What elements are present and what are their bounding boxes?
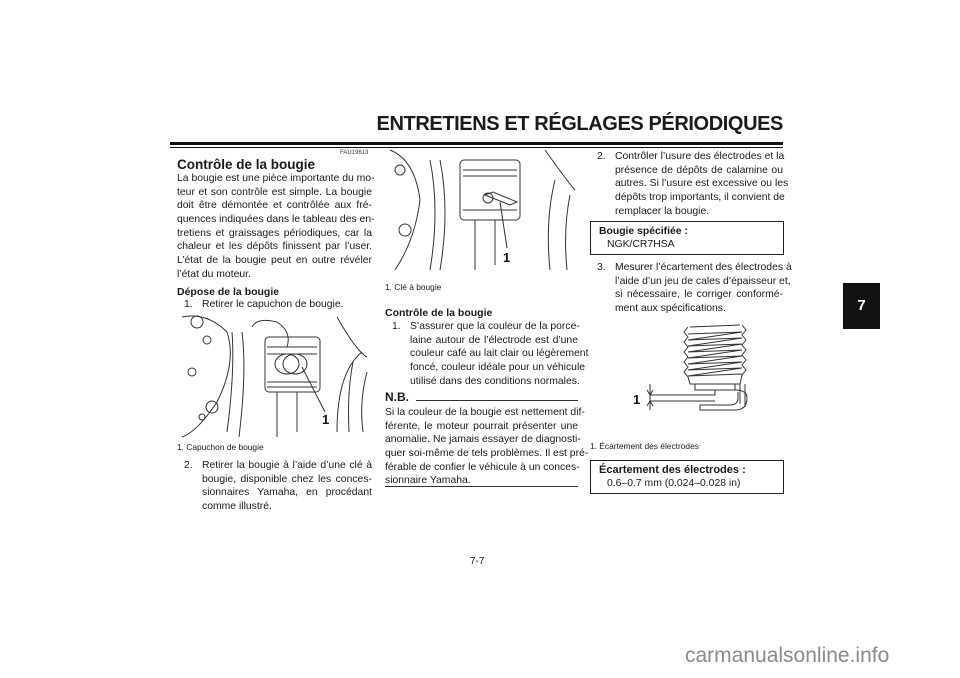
text-line: Retirer la bougie à l’aide d’une clé à <box>202 460 372 471</box>
note-text <box>385 406 589 488</box>
chapter-tab: 7 <box>843 283 880 329</box>
text-line: Mesurer l’écartement des électrodes à <box>615 262 792 273</box>
figure-callout: 1 <box>503 250 511 265</box>
text-line: anomalie. Ne jamais essayer de diagnosti- <box>385 434 581 446</box>
step-text <box>202 459 372 514</box>
text-line: sionnaires Yamaha, en procédant <box>202 487 372 499</box>
text-line: dépôts trop importants, il convient de <box>615 192 785 204</box>
electrode-gap-diagram <box>590 322 785 412</box>
spark-plug-cap-illustration <box>177 312 373 440</box>
text-line: tretiens et graissages périodiques, car la <box>177 227 372 239</box>
section-code: FAU19613 <box>340 150 369 156</box>
spec-box-electrode-gap <box>590 460 784 494</box>
text-line: couleur café au lait clair ou légèrement <box>410 348 589 360</box>
text-line: remplacer la bougie. <box>615 205 710 217</box>
figure-caption: 1. Clé à bougie <box>385 282 442 292</box>
figure-callout: 1 <box>633 392 641 407</box>
text-line: comme illustré. <box>202 501 272 513</box>
text-line: bougie, disponible chez les conces- <box>202 473 372 485</box>
watermark: carmanualsonline.info <box>685 644 890 667</box>
text-line: l’état du moteur. <box>177 268 251 280</box>
step-text <box>615 261 792 316</box>
text-line: laine autour de l’électrode est d’une <box>410 334 578 346</box>
step-number: 1. <box>184 299 193 310</box>
text-line: autres. Si l’usure est excessive ou les <box>615 178 789 190</box>
text-line: présence de dépôts de calamine ou <box>615 164 783 176</box>
text-line: Contrôler l’usure des électrodes et la <box>615 151 785 162</box>
page-title: ENTRETIENS ET RÉGLAGES PÉRIODIQUES <box>376 113 783 135</box>
step-text: Retirer le capuchon de bougie. <box>202 299 344 310</box>
page-number: 7-7 <box>470 556 485 567</box>
intro-paragraph <box>177 172 375 282</box>
text-line: doit être démontée et contrôlée aux fré- <box>177 200 372 212</box>
spec-label: Écartement des électrodes : <box>599 464 746 476</box>
text-line: utilisé dans des conditions normales. <box>410 375 580 387</box>
text-line: l’aide d’un jeu de cales d’épaisseur et, <box>615 275 791 287</box>
text-line: teur et son contrôle est simple. La bougie <box>177 186 372 198</box>
step-number: 3. <box>597 262 606 273</box>
text-line: quer soi-même de tels problèmes. Il est pré- <box>385 448 589 460</box>
text-line: La bougie est une pièce importante du mo- <box>177 173 375 184</box>
spec-label: Bougie spécifiée : <box>599 226 688 237</box>
figure-caption: 1. Écartement des électrodes <box>590 441 699 451</box>
step-text <box>615 150 789 218</box>
text-line: si nécessaire, le corriger conformé- <box>615 289 783 301</box>
note-rule <box>416 400 578 401</box>
step-number: 2. <box>184 460 193 471</box>
text-line: férable de confier le véhicule à un conces- <box>385 461 580 473</box>
section-heading: Contrôle de la bougie <box>177 157 316 172</box>
text-line: foncé, couleur idéale pour un véhicule <box>410 362 586 374</box>
note-label: N.B. <box>385 390 409 404</box>
spec-value: 0.6–0.7 mm (0.024–0.028 in) <box>607 478 741 489</box>
figure-caption: 1. Capuchon de bougie <box>177 442 264 452</box>
subheading-removal: Dépose de la bougie <box>177 286 280 298</box>
text-line: S’assurer que la couleur de la porce- <box>410 321 580 332</box>
step-number: 1. <box>392 321 401 332</box>
spark-plug-wrench-illustration <box>385 140 580 277</box>
text-line: Si la couleur de la bougie est nettement dif- <box>385 407 585 418</box>
text-line: chaleur et les dépôts finissent par l’user. <box>177 241 372 253</box>
step-text <box>410 320 589 388</box>
spec-box-spark-plug <box>590 221 784 255</box>
text-line: L’état de la bougie peut en outre révéler <box>177 255 372 267</box>
text-line: férente, le moteur pourrait présenter une <box>385 420 578 432</box>
text-line: quences indiquées dans le tableau des en- <box>177 214 375 226</box>
text-line: sionnaire Yamaha. <box>385 475 471 487</box>
subheading-check: Contrôle de la bougie <box>385 307 493 319</box>
text-line: ment aux spécifications. <box>615 303 726 315</box>
note-end-rule <box>385 486 578 487</box>
figure-callout: 1 <box>322 412 330 427</box>
step-number: 2. <box>597 151 606 162</box>
spec-value: NGK/CR7HSA <box>607 239 675 250</box>
